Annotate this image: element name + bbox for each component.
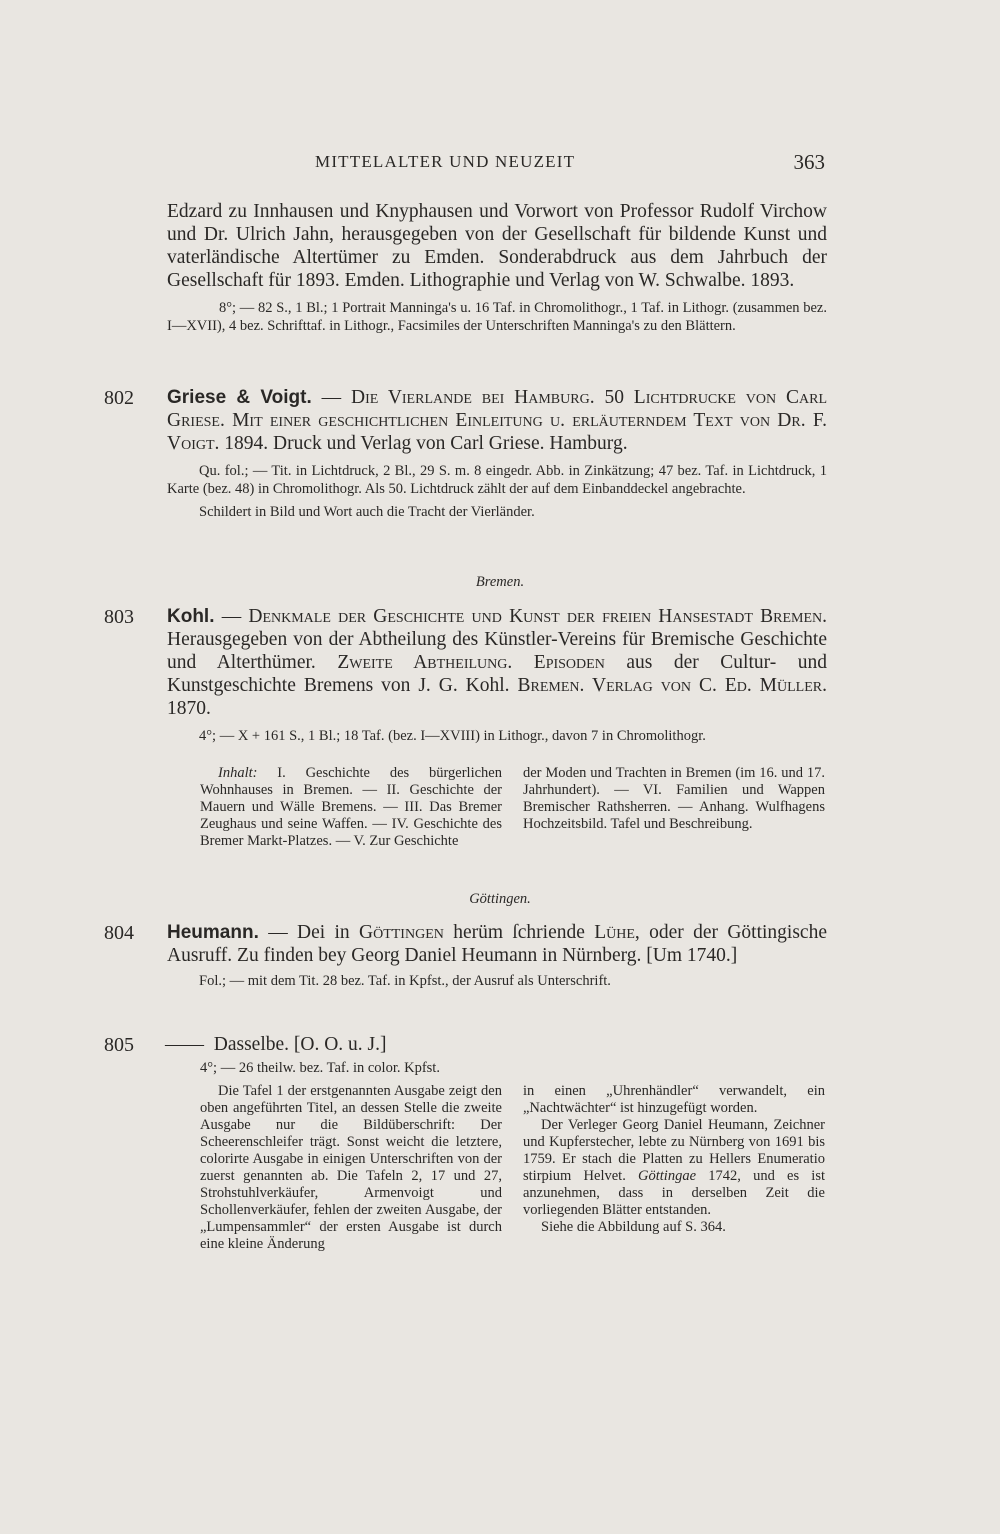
continuation-text: Edzard zu Innhausen und Knyphausen und Vorwort von Professor Rudolf Virchow und Dr. Ulrich Jahn, herausgegeben von der Gesellschaft für bildende Kunst und vaterländische Altertümer zu Emden. Sonderabdruck aus dem Jahrbuch der Gesellschaft für 1893. Emden. Lithographie und Verlag von W. Schwalbe. 1893.	[167, 201, 827, 291]
entry-803	[167, 605, 827, 746]
entry-802-title-smallcaps: — Die Vierlande bei Hamburg. 50 Lichtdrucke von Carl Griese. Mit einer geschichtlichen Einleitung u. erläuterndem Text von Dr. F. Voigt.	[167, 387, 827, 454]
entry-continuation	[167, 200, 827, 335]
entry-804-title-part3: , oder der Göttingische Ausruff. Zu finden bey Georg Daniel Heumann in Nürnberg. [Um 1740.]	[167, 922, 827, 966]
entry-804-title-place: Göttingen	[359, 922, 444, 943]
entry-804	[167, 921, 827, 991]
entry-803-contents-text1: I. Geschichte des bürgerlichen Wohnhauses in Bremen. — II. Geschichte der Mauern und Wälle Bremens. — III. Das Bremer Zeughaus und seine Waffen. — IV. Geschichte des Bremer Markt-Platzes. — V. Zur Geschichte	[200, 765, 502, 849]
entry-805-title	[165, 1033, 825, 1056]
running-title: MITTELALTER UND NEUZEIT	[315, 152, 576, 171]
entry-803-publisher: Herausgegeben von der Abtheilung des Künstler-Vereins für Bremische Geschichte und Alterthümer.	[167, 629, 827, 673]
entry-805-description: 4°; — 26 theilw. bez. Taf. in color. Kpfst.	[200, 1060, 440, 1076]
entry-802-title	[167, 386, 827, 455]
entry-804-title-part1: — Dei in	[258, 922, 360, 943]
entry-803-imprint-smallcaps: Bremen. Verlag von C. Ed. Müller.	[509, 675, 827, 696]
entry-805-title-text: Dasselbe. [O. O. u. J.]	[213, 1034, 387, 1055]
entry-805-note3	[523, 1117, 825, 1219]
entry-803-part: Zweite Abtheilung. Episoden	[315, 652, 605, 673]
entry-805-note3-part1: Der Verleger Georg Daniel Heumann, Zeichner und Kupferstecher, lebte zu Nürnberg von 1691 bis 1759. Er stach die Platten zu Hellers Enumeratio stirpium Helvet.	[523, 1117, 825, 1184]
entry-805-notes	[200, 1083, 825, 1253]
entry-804-title-part2: herüm ſchriende	[443, 922, 595, 943]
entry-803-contents-col2	[523, 765, 825, 850]
entry-803-description: 4°; — X + 161 S., 1 Bl.; 18 Taf. (bez. I—XVIII) in Lithogr., davon 7 in Chromolithogr.	[199, 728, 706, 744]
entry-803-contents	[200, 765, 825, 850]
entry-number-804: 804	[104, 922, 134, 944]
entry-805	[165, 1033, 825, 1078]
place-heading-goettingen: Göttingen.	[469, 891, 531, 907]
entry-number-803: 803	[104, 606, 134, 628]
entry-804-author: Heumann.	[167, 922, 259, 943]
entry-803-year: 1870.	[167, 698, 211, 719]
entry-805-dash: ——	[165, 1034, 204, 1055]
entry-803-author: Kohl.	[167, 606, 215, 627]
entry-804-title	[167, 921, 827, 967]
running-header	[315, 150, 825, 180]
entry-802-note: Schildert in Bild und Wort auch die Tracht der Vierländer.	[199, 504, 535, 520]
entry-803-contents-text2: der Moden und Trachten in Bremen (im 16. und 17. Jahrhundert). — VI. Familien und Wappen Bremischer Rathsherren. — Anhang. Wulfhagens Hochzeitsbild. Tafel und Beschreibung.	[523, 765, 825, 832]
entry-802-imprint: 1894. Druck und Verlag von Carl Griese. Hamburg.	[219, 433, 628, 454]
entry-803-title	[167, 605, 827, 720]
entry-805-note3-part2: 1742, und es ist anzunehmen, dass in derselben Zeit die vorliegenden Blätter entstanden.	[523, 1168, 825, 1218]
page-number: 363	[793, 150, 825, 174]
entry-802-description: Qu. fol.; — Tit. in Lichtdruck, 2 Bl., 29 S. m. 8 eingedr. Abb. in Zinkätzung; 47 bez. Taf. in Lichtdruck, 1 Karte (bez. 48) in Chromolithogr. Als 50. Lichtdruck zählt der auf dem Einbanddeckel angebrachte.	[167, 463, 827, 497]
entry-805-notes-col1	[200, 1083, 502, 1253]
entry-805-note2: in einen „Uhrenhändler“ verwandelt, ein „Nachtwächter“ ist hinzugefügt worden.	[523, 1083, 825, 1116]
entry-805-note4: Siehe die Abbildung auf S. 364.	[541, 1219, 726, 1235]
entry-804-title-river: Lühe	[594, 922, 635, 943]
entry-803-title-smallcaps: — Denkmale der Geschichte und Kunst der freien Hansestadt Bremen.	[214, 606, 827, 627]
inhalt-label: Inhalt:	[218, 765, 258, 781]
entry-805-notes-col2	[523, 1083, 825, 1253]
entry-803-contents-col1	[200, 765, 502, 850]
entry-804-description: Fol.; — mit dem Tit. 28 bez. Taf. in Kpfst., der Ausruf als Unterschrift.	[199, 973, 611, 989]
entry-number-802: 802	[104, 387, 134, 409]
entry-802-author: Griese & Voigt.	[167, 387, 312, 408]
entry-803-subtitle: aus der Cultur- und Kunstgeschichte Bremens von J. G. Kohl.	[167, 652, 827, 696]
entry-number-805: 805	[104, 1034, 134, 1056]
entry-805-note3-italic: Göttingae	[638, 1168, 697, 1184]
continuation-description: 8°; — 82 S., 1 Bl.; 1 Portrait Manninga's u. 16 Taf. in Chromolithogr., 1 Taf. in Lithogr. (zusammen bez. I—XVII), 4 bez. Schrifttaf. in Lithogr., Facsimiles der Unterschriften Manninga's zu den Blättern.	[167, 300, 827, 334]
place-heading-bremen: Bremen.	[475, 574, 525, 590]
entry-802	[167, 386, 827, 522]
entry-805-note1: Die Tafel 1 der erstgenannten Ausgabe zeigt den oben angeführten Titel, an dessen Stelle die zweite Ausgabe nur die Bildüberschrift: Der Scheerenschleifer trägt. Sonst weicht die letztere, colorirte Ausgabe in einigen Unterschriften von der zuerst genannten ab. Die Tafeln 2, 17 und 27, Strohstuhlverkäufer, Armenvoigt und Schollenverkäufer, fehlen der zweiten Ausgabe, der „Lumpensammler“ der ersten Ausgabe ist durch eine kleine Änderung	[200, 1083, 502, 1252]
